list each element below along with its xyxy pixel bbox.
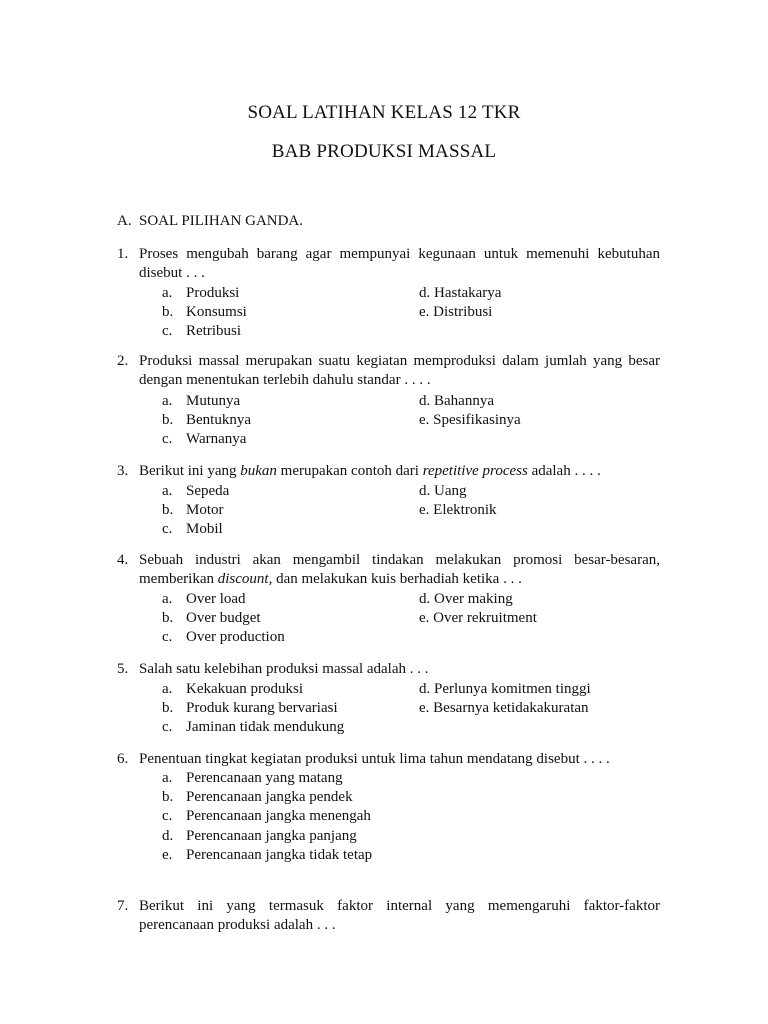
question-text: Berikut ini yang termasuk faktor internal yang memengaruhi faktor-faktor perencanaan produksi adalah . . . xyxy=(139,898,660,933)
option-e: e. Elektronik xyxy=(419,502,497,518)
option-d: d. Hastakarya xyxy=(419,285,502,301)
option-a: a. Over load xyxy=(162,591,246,607)
option-b: b. Over budget xyxy=(162,610,261,626)
option-d: d. Uang xyxy=(419,483,467,499)
section-heading xyxy=(117,213,303,230)
option-c: c. Mobil xyxy=(162,521,223,537)
question-number: 4. xyxy=(117,552,129,568)
option-a: a. Kekakuan produksi xyxy=(162,681,304,697)
question-text: Penentuan tingkat kegiatan produksi untuk lima tahun mendatang disebut . . . . xyxy=(139,751,610,767)
question-text: Produksi massal merupakan suatu kegiatan memproduksi dalam jumlah yang besar dengan menentukan terlebih dahulu standar . . . . xyxy=(139,353,660,388)
question-3 xyxy=(117,462,660,481)
question-5 xyxy=(117,660,660,679)
question-text: Sebuah industri akan mengambil tindakan melakukan promosi besar-besaran, memberikan discount, dan melakukan kuis berhadiah ketika . . . xyxy=(139,552,660,587)
option-c: c. Warnanya xyxy=(162,431,247,447)
question-number: 2. xyxy=(117,353,129,369)
question-text: Proses mengubah barang agar mempunyai kegunaan untuk memenuhi kebutuhan disebut . . . xyxy=(139,246,660,281)
question-text: Berikut ini yang bukan merupakan contoh dari repetitive process adalah . . . . xyxy=(139,463,601,479)
option-c: c. Jaminan tidak mendukung xyxy=(162,719,345,735)
option-d: d. Bahannya xyxy=(419,393,494,409)
question-text: Salah satu kelebihan produksi massal adalah . . . xyxy=(139,661,429,677)
option-e: e. Spesifikasinya xyxy=(419,412,521,428)
option-c: c. Perencanaan jangka menengah xyxy=(162,808,371,824)
question-number: 1. xyxy=(117,246,129,262)
option-d: d. Perencanaan jangka panjang xyxy=(162,828,357,844)
option-d: d. Perlunya komitmen tinggi xyxy=(419,681,591,697)
option-c: c. Over production xyxy=(162,629,285,645)
option-c: c. Retribusi xyxy=(162,323,241,339)
option-e: e. Besarnya ketidakakuratan xyxy=(419,700,589,716)
option-e: e. Over rekruitment xyxy=(419,610,537,626)
option-a: a. Perencanaan yang matang xyxy=(162,770,343,786)
question-4 xyxy=(117,551,660,589)
question-6 xyxy=(117,750,660,769)
section-label: SOAL PILIHAN GANDA. xyxy=(139,213,304,229)
option-e: e. Distribusi xyxy=(419,304,493,320)
question-number: 5. xyxy=(117,661,129,677)
option-b: b. Perencanaan jangka pendek xyxy=(162,789,353,805)
option-b: b. Konsumsi xyxy=(162,304,247,320)
question-2 xyxy=(117,352,660,390)
option-a: a. Sepeda xyxy=(162,483,230,499)
question-1 xyxy=(117,245,660,283)
option-b: b. Produk kurang bervariasi xyxy=(162,700,338,716)
section-letter: A. xyxy=(117,213,132,229)
question-number: 6. xyxy=(117,751,129,767)
option-b: b. Bentuknya xyxy=(162,412,251,428)
option-e: e. Perencanaan jangka tidak tetap xyxy=(162,847,373,863)
title-line-2: BAB PRODUKSI MASSAL xyxy=(271,141,497,162)
option-a: a. Produksi xyxy=(162,285,240,301)
title-line-1: SOAL LATIHAN KELAS 12 TKR xyxy=(247,102,521,123)
option-b: b. Motor xyxy=(162,502,224,518)
option-d: d. Over making xyxy=(419,591,513,607)
question-number: 7. xyxy=(117,898,129,914)
option-a: a. Mutunya xyxy=(162,393,241,409)
question-number: 3. xyxy=(117,463,129,479)
question-7 xyxy=(117,897,660,935)
